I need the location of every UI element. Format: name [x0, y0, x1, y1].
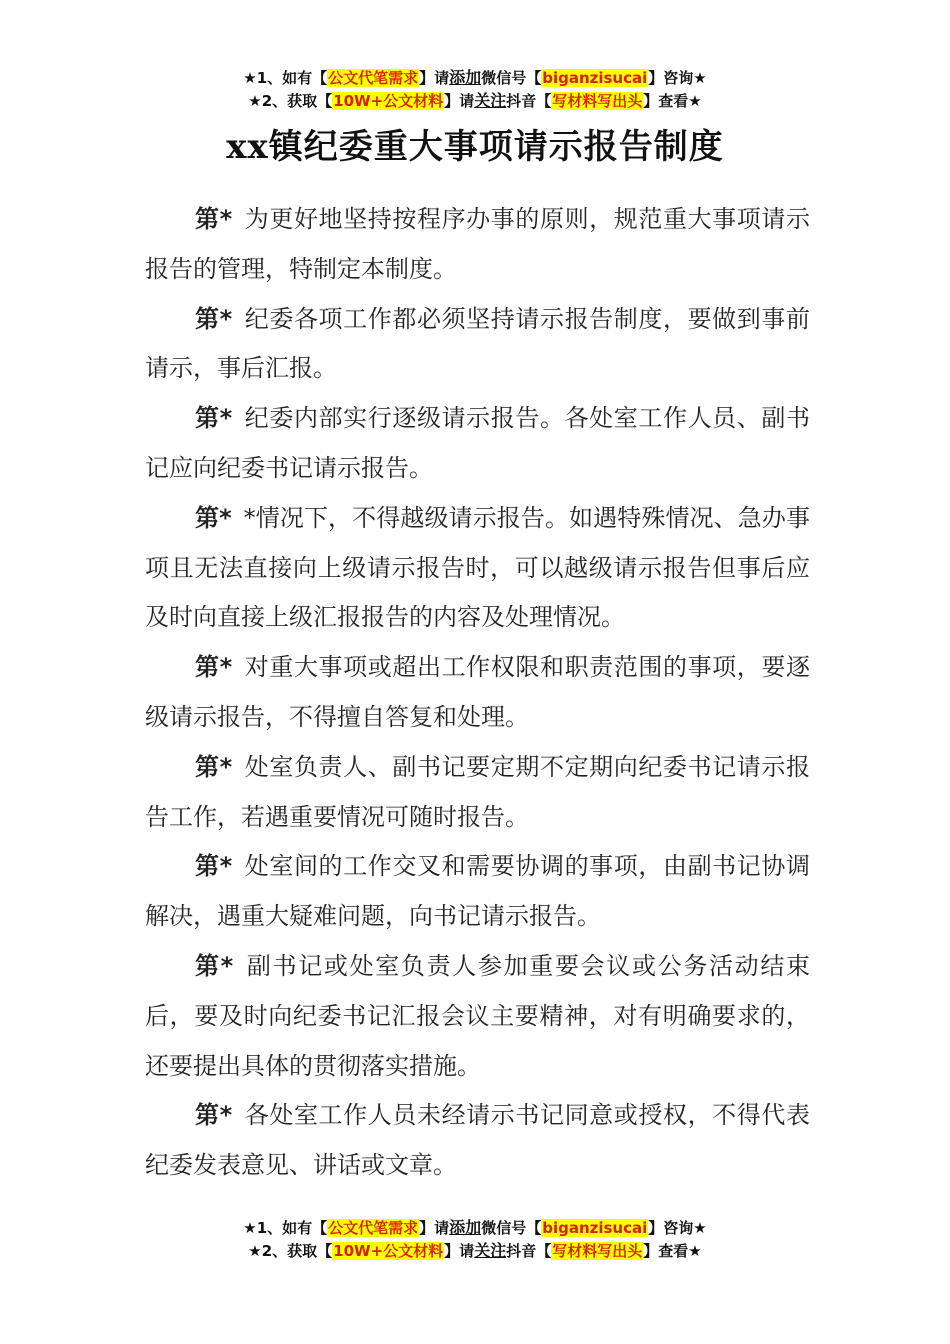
article-label: 第* — [195, 852, 233, 881]
article-text: 为更好地坚持按程序办事的原则，规范重大事项请示报告的管理，特制定本制度。 — [145, 205, 810, 283]
banner-text: 微信号【 — [481, 1219, 542, 1237]
article-label: 第* — [195, 653, 233, 682]
highlighted-text: 10W+公文材料 — [333, 1242, 444, 1260]
banner-text: 】请 — [419, 69, 450, 87]
banner-line-1 — [0, 1217, 950, 1240]
article-paragraph — [145, 494, 810, 643]
banner-text: 微信号【 — [481, 69, 542, 87]
wechat-id: biganzisucai — [542, 69, 648, 87]
banner-text: 】请 — [444, 92, 475, 110]
article-paragraph — [145, 1091, 810, 1191]
article-text: *情况下，不得越级请示报告。如遇特殊情况、急办事项且无法直接向上级请示报告时，可以越级请示报告但事后应及时向直接上级汇报报告的内容及处理情况。 — [145, 503, 810, 632]
banner-line-2 — [0, 1240, 950, 1263]
top-banner — [0, 67, 950, 113]
underlined-text: 添加 — [449, 68, 482, 87]
article-paragraph — [145, 743, 810, 843]
article-paragraph — [145, 295, 810, 395]
banner-text: 2、获取【 — [261, 1242, 333, 1260]
document-title: xx镇纪委重大事项请示报告制度 — [226, 127, 724, 167]
article-label: 第* — [195, 503, 232, 532]
highlighted-text: 10W+公文材料 — [333, 92, 444, 110]
banner-text: 抖音【 — [506, 1242, 552, 1260]
underlined-text: 关注 — [474, 1241, 507, 1260]
article-label: 第* — [195, 951, 234, 980]
article-label: 第* — [195, 752, 233, 781]
star-icon: ★ — [243, 69, 257, 87]
article-label: 第* — [195, 205, 233, 233]
banner-text: 】咨询 — [648, 69, 694, 87]
bottom-banner — [0, 1217, 950, 1263]
article-text: 处室间的工作交叉和需要协调的事项，由副书记协调解决，遇重大疑难问题，向书记请示报告。 — [145, 852, 810, 931]
banner-line-2 — [0, 90, 950, 113]
article-text: 处室负责人、副书记要定期不定期向纪委书记请示报告工作，若遇重要情况可随时报告。 — [145, 752, 810, 831]
banner-text: 】请 — [444, 1242, 475, 1260]
banner-line-1 — [0, 67, 950, 90]
article-paragraph — [145, 942, 810, 1091]
article-paragraph — [145, 394, 810, 494]
article-text: 副书记或处室负责人参加重要会议或公务活动结束后，要及时向纪委书记汇报会议主要精神，对有明确要求的，还要提出具体的贯彻落实措施。 — [145, 951, 810, 1080]
douyin-account: 写材料写出头 — [552, 1242, 643, 1260]
article-paragraph — [145, 842, 810, 942]
highlighted-text: 公文代笔需求 — [328, 69, 419, 87]
banner-text: 1、如有【 — [256, 1219, 328, 1237]
article-paragraph — [145, 195, 810, 295]
star-icon: ★ — [693, 69, 707, 87]
underlined-text: 添加 — [449, 1218, 482, 1237]
wechat-id: biganzisucai — [542, 1219, 648, 1237]
article-label: 第* — [195, 404, 233, 433]
banner-text: 1、如有【 — [256, 69, 328, 87]
banner-text: 】查看 — [643, 1242, 689, 1260]
banner-text: 】查看 — [643, 92, 689, 110]
article-text: 纪委内部实行逐级请示报告。各处室工作人员、副书记应向纪委书记请示报告。 — [145, 404, 810, 482]
underlined-text: 关注 — [474, 91, 507, 110]
banner-text: 】请 — [419, 1219, 450, 1237]
article-text: 各处室工作人员未经请示书记同意或授权，不得代表纪委发表意见、讲话或文章。 — [145, 1101, 810, 1180]
star-icon: ★ — [243, 1219, 257, 1237]
star-icon: ★ — [248, 1242, 262, 1260]
star-icon: ★ — [688, 1242, 702, 1260]
document-body — [145, 195, 810, 1191]
banner-text: 抖音【 — [506, 92, 552, 110]
star-icon: ★ — [248, 92, 262, 110]
highlighted-text: 公文代笔需求 — [328, 1219, 419, 1237]
banner-text: 】咨询 — [648, 1219, 694, 1237]
banner-text: 2、获取【 — [261, 92, 333, 110]
article-label: 第* — [195, 1101, 233, 1130]
article-text: 纪委各项工作都必须坚持请示报告制度，要做到事前请示，事后汇报。 — [145, 304, 810, 383]
article-paragraph — [145, 643, 810, 743]
article-text: 对重大事项或超出工作权限和职责范围的事项，要逐级请示报告，不得擅自答复和处理。 — [145, 653, 810, 731]
douyin-account: 写材料写出头 — [552, 92, 643, 110]
star-icon: ★ — [693, 1219, 707, 1237]
star-icon: ★ — [688, 92, 702, 110]
article-label: 第* — [195, 304, 233, 333]
